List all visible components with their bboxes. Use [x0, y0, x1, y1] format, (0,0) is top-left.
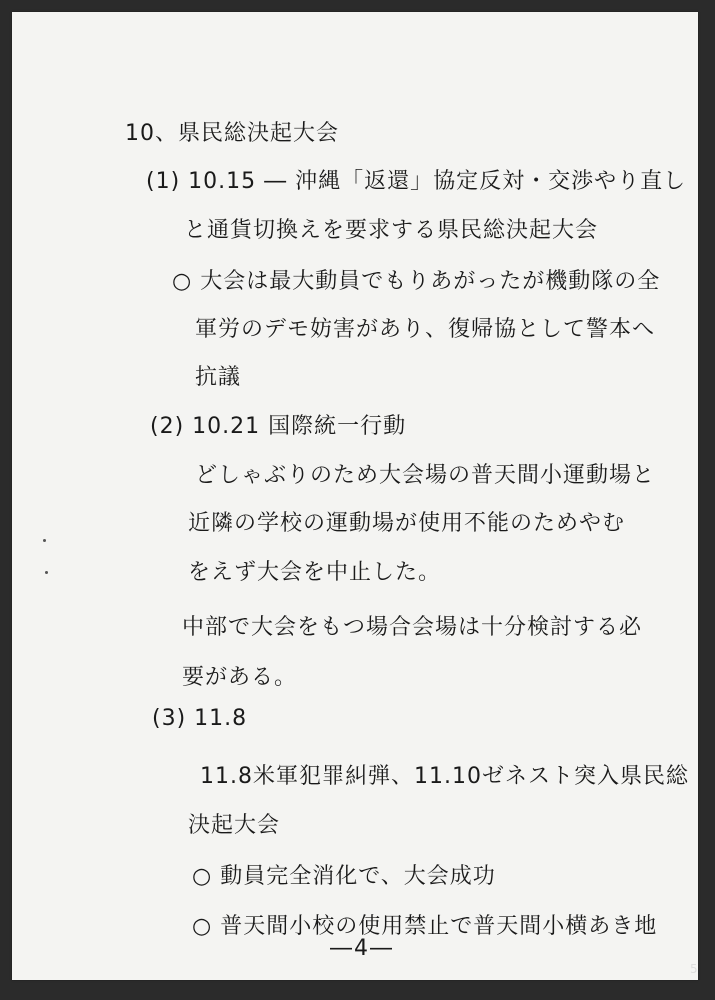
- text-line: 要がある。: [182, 665, 298, 690]
- text-line: (3) 11.8: [152, 706, 248, 731]
- text-line: をえず大会を中止した。: [188, 560, 442, 585]
- corner-mark: 5: [690, 962, 698, 976]
- text-line: ○ 普天間小校の使用禁止で普天間小横あき地: [192, 914, 658, 939]
- text-line: どしゃぶりのため大会場の普天間小運動場と: [195, 463, 656, 488]
- document-page: [12, 12, 698, 980]
- speck: [43, 539, 46, 542]
- text-line: (1) 10.15 ― 沖縄「返還」協定反対・交渉やり直し: [146, 169, 687, 194]
- section-heading: 10、県民総決起大会: [125, 121, 339, 146]
- text-line: と通貨切換えを要求する県民総決起大会: [184, 218, 599, 243]
- text-line: ○ 大会は最大動員でもりあがったが機動隊の全: [172, 269, 661, 294]
- text-line: 11.8米軍犯罪糾弾、11.10ゼネスト突入県民総: [200, 764, 689, 789]
- text-line: 近隣の学校の運動場が使用不能のためやむ: [188, 511, 626, 536]
- text-line: 中部で大会をもつ場合会場は十分検討する必: [182, 615, 643, 640]
- text-line: (2) 10.21 国際統一行動: [150, 414, 407, 439]
- text-line: 抗議: [195, 365, 242, 390]
- text-line: 軍労のデモ妨害があり、復帰協として警本へ: [195, 317, 656, 342]
- text-line: ○ 動員完全消化で、大会成功: [192, 864, 496, 889]
- page-number: ―4―: [330, 936, 394, 961]
- text-line: 決起大会: [188, 813, 281, 838]
- speck: [45, 571, 48, 574]
